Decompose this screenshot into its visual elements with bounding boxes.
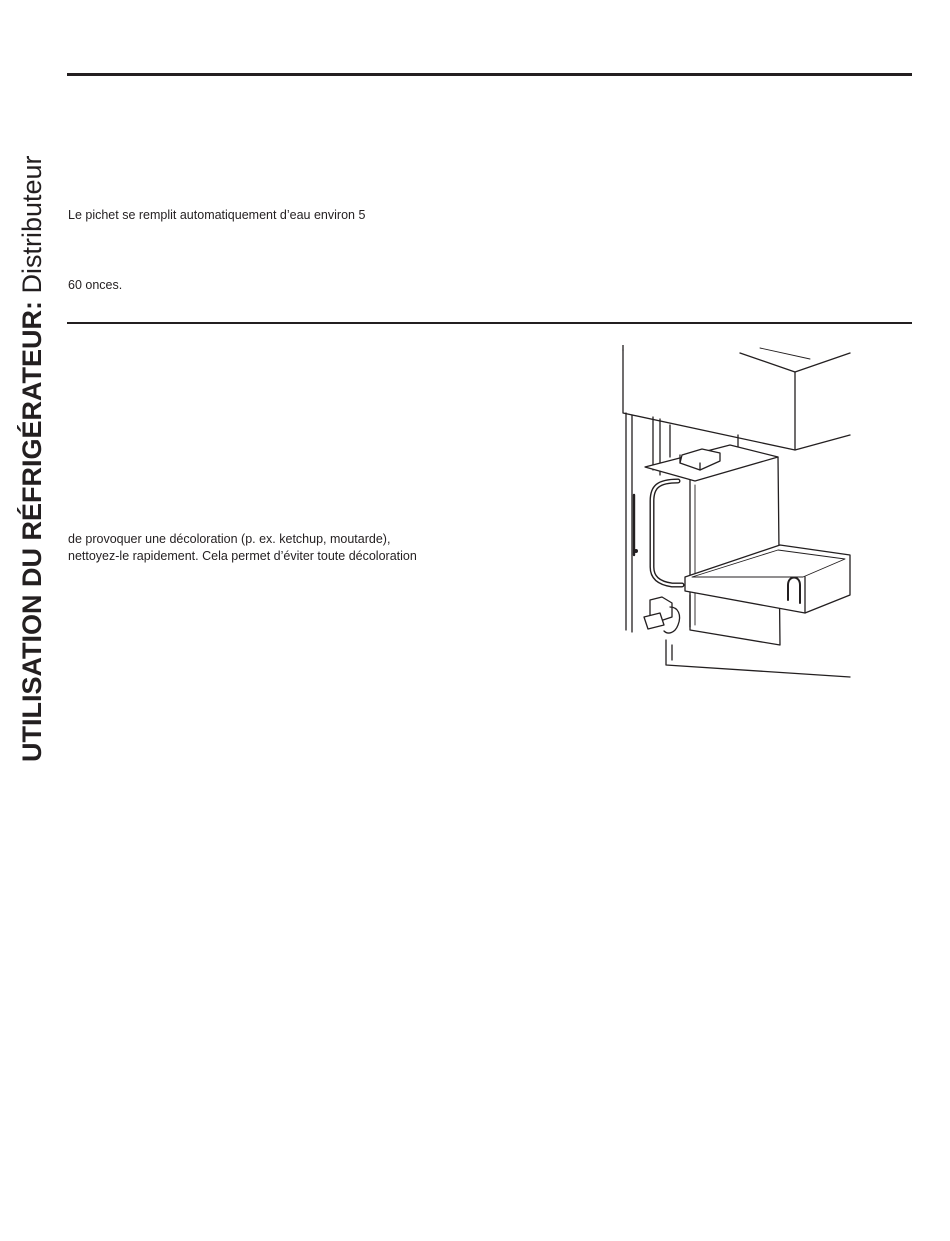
dispenser-pitcher-illustration [620, 345, 855, 680]
section-divider [67, 322, 912, 324]
side-heading-bold: UTILISATION DU RÉFRIGÉRATEUR: [17, 301, 47, 762]
pitcher-fill-text: Le pichet se remplit automatiquement d’eau environ 5 [68, 208, 366, 222]
pitcher-handle [652, 481, 682, 585]
cleaning-line-2: nettoyez-le rapidement. Cela permet d’éviter toute décoloration [68, 549, 417, 563]
side-section-heading [16, 155, 48, 762]
cleaning-paragraph [68, 531, 417, 565]
top-divider [67, 73, 912, 76]
cleaning-line-1: de provoquer une décoloration (p. ex. ketchup, moutarde), [68, 532, 391, 546]
door-bin [685, 545, 850, 613]
side-heading-light: Distributeur [17, 155, 47, 302]
pitcher-capacity-text: 60 onces. [68, 278, 123, 292]
